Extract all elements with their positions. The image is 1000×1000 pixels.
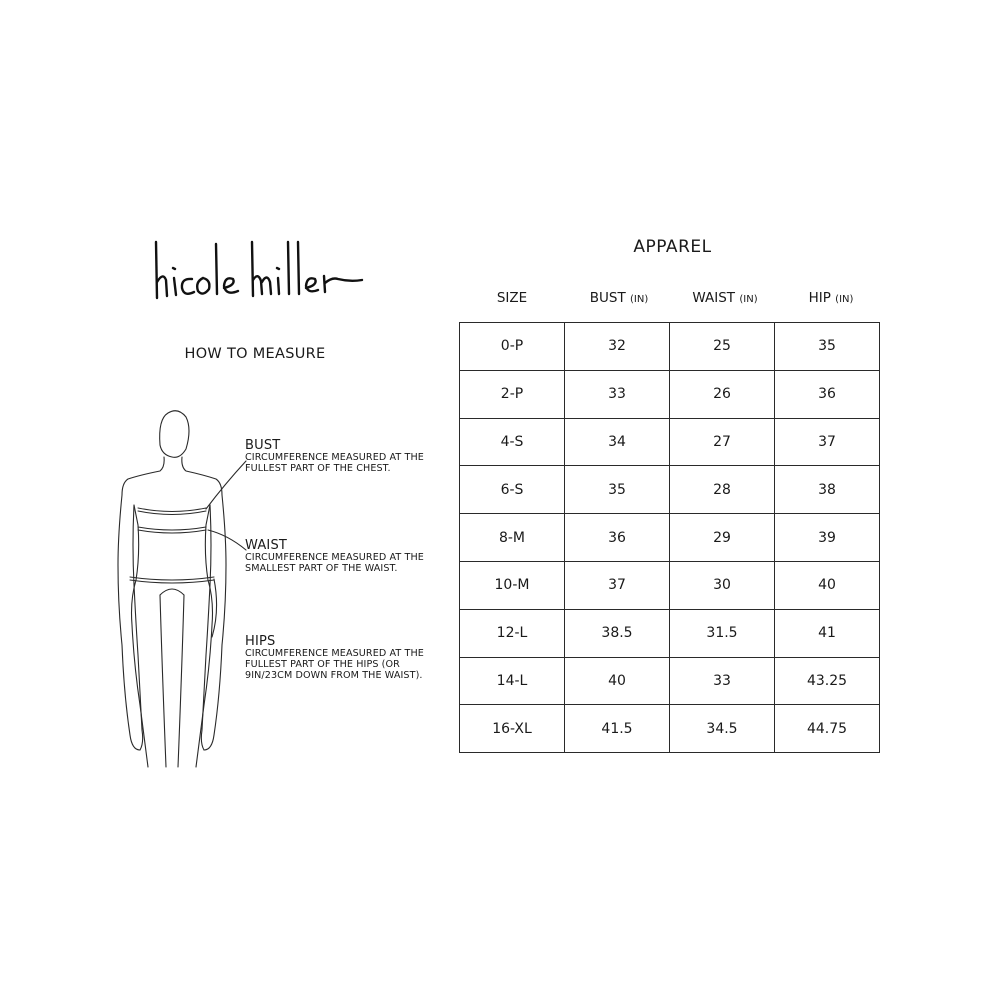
size-chart-table (459, 322, 880, 753)
bust-note-description: CIRCUMFERENCE MEASURED AT THE FULLEST PART OF THE CHEST. (245, 452, 424, 474)
bust-cell: 36 (565, 514, 670, 562)
waist-cell: 26 (670, 370, 775, 418)
table-row (460, 370, 880, 418)
bust-cell: 40 (565, 657, 670, 705)
column-header-hip-unit: (IN) (835, 294, 854, 305)
column-header-waist (672, 290, 778, 306)
bust-cell: 33 (565, 370, 670, 418)
column-header-waist-label: WAIST (692, 290, 736, 306)
size-cell: 8-M (460, 514, 565, 562)
bust-cell: 32 (565, 323, 670, 371)
apparel-title: APPAREL (633, 237, 712, 257)
column-header-waist-unit: (IN) (739, 294, 758, 305)
hip-cell: 36 (775, 370, 880, 418)
waist-cell: 34.5 (670, 705, 775, 753)
column-header-hip (778, 290, 884, 306)
hips-note-title: HIPS (245, 634, 276, 649)
table-row (460, 705, 880, 753)
hip-cell: 38 (775, 466, 880, 514)
size-cell: 6-S (460, 466, 565, 514)
waist-cell: 27 (670, 418, 775, 466)
bust-cell: 41.5 (565, 705, 670, 753)
column-header-size-label: SIZE (496, 290, 528, 306)
size-cell: 10-M (460, 561, 565, 609)
table-row (460, 466, 880, 514)
waist-cell: 33 (670, 657, 775, 705)
how-to-measure-title: HOW TO MEASURE (184, 346, 326, 362)
hip-cell: 44.75 (775, 705, 880, 753)
waist-cell: 29 (670, 514, 775, 562)
table-row (460, 418, 880, 466)
table-row (460, 514, 880, 562)
column-header-bust-label: BUST (589, 290, 626, 306)
hip-cell: 43.25 (775, 657, 880, 705)
hip-cell: 37 (775, 418, 880, 466)
size-cell: 4-S (460, 418, 565, 466)
table-row (460, 561, 880, 609)
table-row (460, 323, 880, 371)
column-header-hip-label: HIP (808, 290, 831, 306)
hips-note (245, 634, 435, 681)
size-cell: 14-L (460, 657, 565, 705)
bust-note (245, 438, 435, 475)
waist-cell: 30 (670, 561, 775, 609)
hip-cell: 40 (775, 561, 880, 609)
bust-cell: 35 (565, 466, 670, 514)
table-row (460, 657, 880, 705)
table-row (460, 609, 880, 657)
waist-note (245, 538, 435, 575)
brand-logo (150, 236, 365, 304)
bust-cell: 37 (565, 561, 670, 609)
column-header-size (462, 290, 562, 306)
hip-cell: 35 (775, 323, 880, 371)
column-header-bust-unit: (IN) (630, 294, 649, 305)
hip-cell: 41 (775, 609, 880, 657)
waist-note-description: CIRCUMFERENCE MEASURED AT THE SMALLEST PART OF THE WAIST. (245, 552, 424, 574)
waist-note-title: WAIST (245, 538, 288, 553)
bust-note-title: BUST (245, 438, 281, 453)
waist-cell: 25 (670, 323, 775, 371)
size-cell: 12-L (460, 609, 565, 657)
column-header-bust (566, 290, 672, 306)
hip-cell: 39 (775, 514, 880, 562)
hips-note-description: CIRCUMFERENCE MEASURED AT THE FULLEST PART OF THE HIPS (OR 9IN/23CM DOWN FROM THE WAIST). (245, 648, 424, 681)
size-cell: 2-P (460, 370, 565, 418)
bust-cell: 38.5 (565, 609, 670, 657)
size-cell: 16-XL (460, 705, 565, 753)
size-cell: 0-P (460, 323, 565, 371)
waist-cell: 31.5 (670, 609, 775, 657)
waist-cell: 28 (670, 466, 775, 514)
bust-cell: 34 (565, 418, 670, 466)
